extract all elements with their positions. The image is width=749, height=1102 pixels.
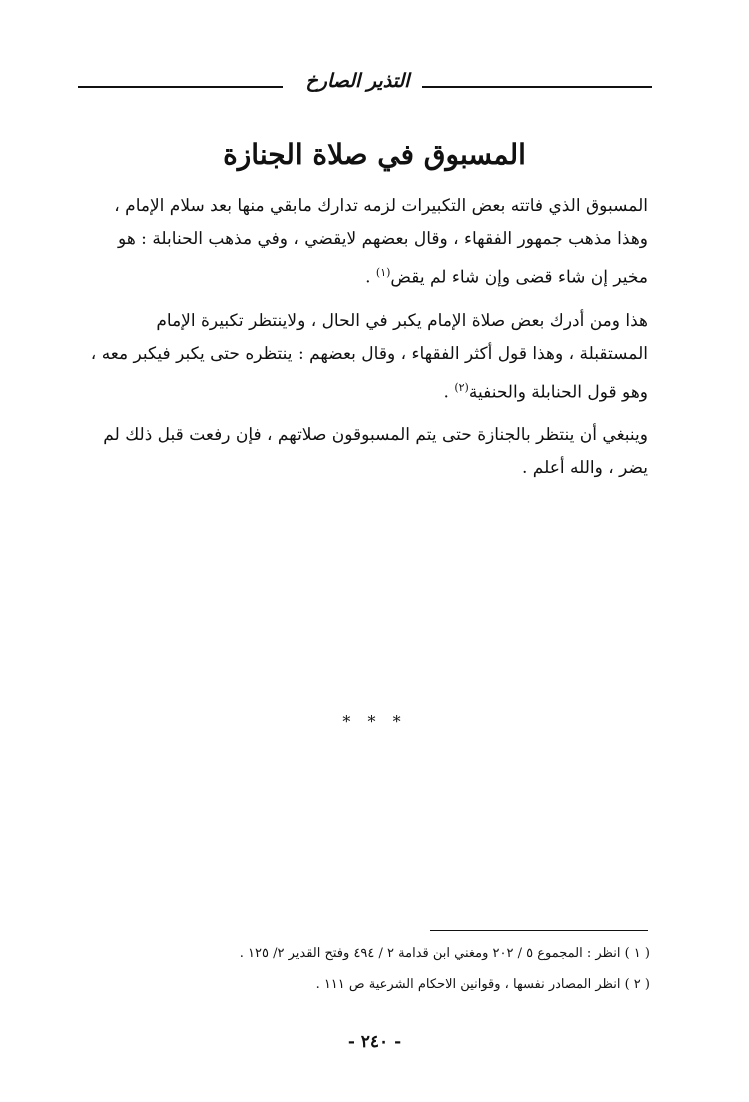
paragraph-line: يضر ، والله أعلم . bbox=[521, 458, 648, 479]
footnote-ref-1[interactable]: (١) bbox=[375, 266, 391, 279]
header-title: التذير الصارخ bbox=[305, 70, 410, 92]
paragraph-line: وينبغي أن ينتظر بالجنازة حتى يتم المسبوقون صلاتهم ، فإن رفعت قبل ذلك لم bbox=[103, 425, 648, 446]
chapter-title: المسبوق في صلاة الجنازة bbox=[223, 138, 526, 171]
paragraph-tail: . bbox=[365, 267, 376, 288]
paragraph-3 bbox=[78, 419, 648, 485]
paragraph-line bbox=[78, 256, 648, 295]
header-rule-left bbox=[78, 86, 283, 88]
paragraph-line: المسبوق الذي فاتته بعض التكبيرات لزمه تدارك مابقي منها بعد سلام الإمام ، bbox=[114, 196, 648, 216]
paragraph-line: هذا ومن أدرك بعض صلاة الإمام يكبر في الحال ، ولاينتظر تكبيرة الإمام bbox=[156, 310, 648, 331]
paragraph-line-text: وهو قول الحنابلة والحنفية bbox=[468, 382, 648, 403]
running-header bbox=[78, 70, 652, 100]
paragraph-1 bbox=[78, 190, 648, 295]
paragraph-tail: . bbox=[443, 382, 455, 403]
section-separator: * * * bbox=[342, 712, 407, 731]
footnotes bbox=[78, 938, 650, 1000]
paragraph-line: المستقبلة ، وهذا قول أكثر الفقهاء ، وقال بعضهم : ينتظره حتى يكبر فيكبر معه ، bbox=[90, 343, 648, 364]
body-text bbox=[78, 190, 648, 495]
footnote-1: ( ١ ) انظر : المجموع ٥ / ٢٠٢ ومغني ابن قدامة ٢ / ٤٩٤ وفتح القدير ٢/ ١٢٥ . bbox=[239, 946, 650, 961]
header-rule-right bbox=[422, 86, 652, 88]
footnote-2: ( ٢ ) انظر المصادر نفسها ، وقوانين الاحكام الشرعية ص ١١١ . bbox=[315, 977, 650, 992]
footnote-ref-2[interactable]: (٢) bbox=[454, 380, 469, 394]
footnote-divider bbox=[430, 930, 648, 931]
paragraph-2 bbox=[78, 305, 648, 410]
paragraph-line bbox=[78, 371, 648, 410]
paragraph-line: وهذا مذهب جمهور الفقهاء ، وقال بعضهم لايقضي ، وفي مذهب الحنابلة : هو bbox=[118, 229, 648, 249]
page-number: - ٢٤٠ - bbox=[347, 1032, 402, 1052]
paragraph-line-text: مخير إن شاء قضى وإن شاء لم يقض bbox=[390, 267, 648, 288]
